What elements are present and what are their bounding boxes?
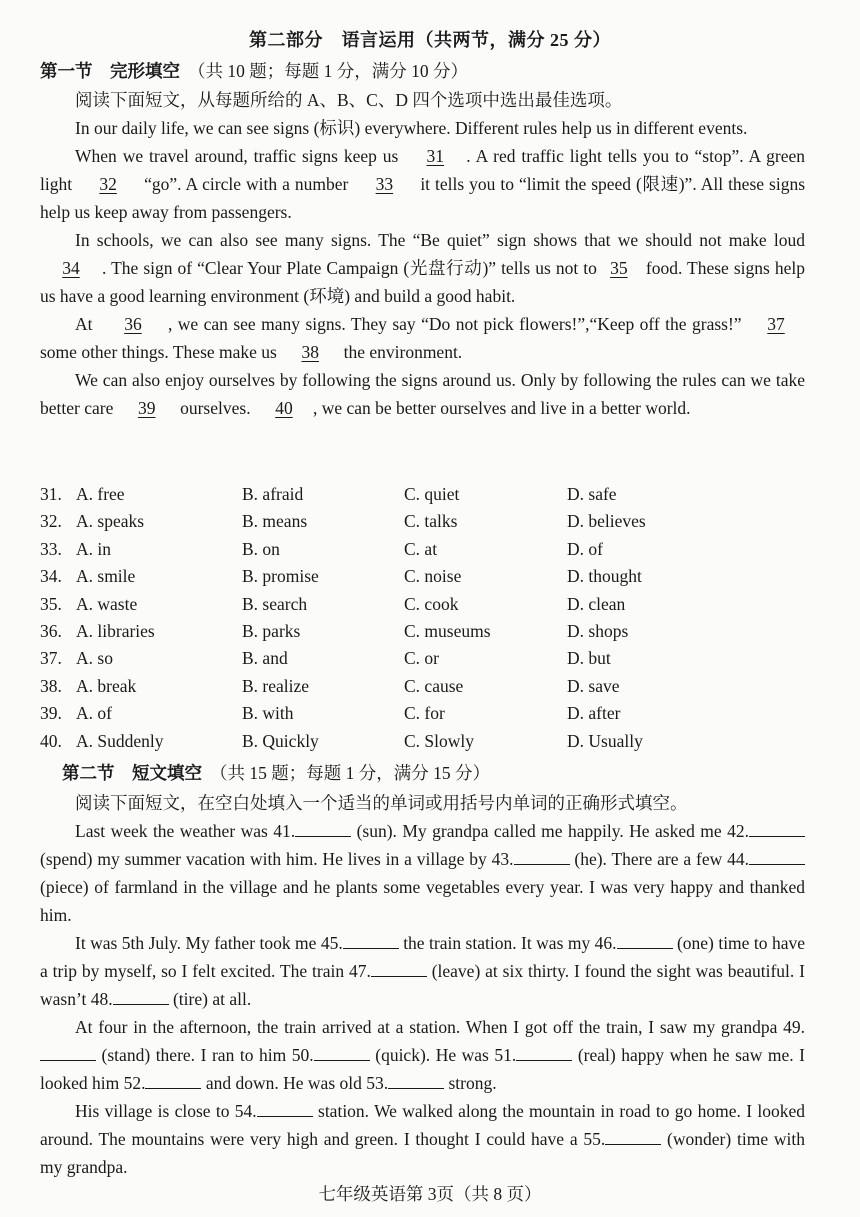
option-c: C. cook xyxy=(404,593,459,614)
option-b: B. search xyxy=(242,593,308,614)
blank-53 xyxy=(388,1087,444,1089)
question-number: 33. xyxy=(40,538,62,559)
blank-33: 33 xyxy=(375,174,394,194)
option-d: D. after xyxy=(567,703,621,724)
option-c: C. museums xyxy=(404,620,491,641)
question-number: 34. xyxy=(40,566,62,587)
option-a: A. so xyxy=(76,648,113,669)
option-c: C. Slowly xyxy=(404,730,475,751)
blank-47 xyxy=(371,975,427,977)
option-row xyxy=(40,700,805,727)
option-b: B. parks xyxy=(242,620,301,641)
text-segment: station. We walked along the mountain in road to go home. I looked around. The mountains were very high and green. I thought I could have a 55. xyxy=(40,1101,805,1149)
blank-48 xyxy=(113,1003,169,1005)
blank-38: 38 xyxy=(301,342,319,362)
section1-rule: （共 10 题；每题 1 分，满分 10 分） xyxy=(188,61,468,81)
passage2-paragraph-2 xyxy=(40,929,805,1013)
option-d: D. thought xyxy=(567,566,642,587)
blank-44 xyxy=(749,863,805,865)
text-segment: strong. xyxy=(444,1073,497,1093)
option-a: A. libraries xyxy=(76,620,155,641)
option-row xyxy=(40,481,805,508)
option-a: A. in xyxy=(76,538,111,559)
option-a: A. waste xyxy=(76,593,138,614)
option-b: B. means xyxy=(242,511,308,532)
text-segment: the environment. xyxy=(339,342,463,362)
text-segment: At xyxy=(75,314,98,334)
passage1-paragraph-4 xyxy=(40,310,805,366)
section2-heading xyxy=(62,760,490,785)
option-d: D. Usually xyxy=(567,730,643,751)
text-segment: it tells you to “limit the speed (限速)”. All these signs help us keep away from passengers. xyxy=(40,174,805,222)
option-row xyxy=(40,508,805,535)
text-segment: (sun). My grandpa called me happily. He asked me 42. xyxy=(351,821,750,841)
blank-50 xyxy=(314,1059,370,1061)
passage2-paragraph-3 xyxy=(40,1013,805,1097)
text-segment: (he). There are a few 44. xyxy=(569,849,749,869)
text-segment: (one) time to have a trip by myself, so I felt excited. The train 47. xyxy=(40,933,805,981)
question-number: 39. xyxy=(40,703,62,724)
text-segment: , we can see many signs. They say “Do not pick flowers!”,“Keep off the grass!” xyxy=(167,314,748,334)
section1-title: 第一节 完形填空 xyxy=(40,61,180,81)
text-segment: (real) happy when he saw me. I looked him 52. xyxy=(40,1045,806,1093)
option-row xyxy=(40,645,805,672)
text-segment: , we can be better ourselves and live in a better world. xyxy=(312,398,691,418)
option-d: D. believes xyxy=(567,511,646,532)
text-segment: “go”. A circle with a number xyxy=(139,174,354,194)
blank-42 xyxy=(749,835,805,837)
blank-39: 39 xyxy=(137,398,156,418)
passage1-paragraph-2 xyxy=(40,142,805,226)
text-segment: When we travel around, traffic signs keep us xyxy=(75,146,405,166)
text-segment: (piece) of farmland in the village and he plants some vegetables every year. I was very happy and thanked him. xyxy=(40,877,805,925)
passage2 xyxy=(40,789,805,1181)
text-segment: His village is close to 54. xyxy=(75,1101,257,1121)
section2-rule: （共 15 题；每题 1 分，满分 15 分） xyxy=(210,763,490,783)
option-c: C. at xyxy=(404,538,438,559)
text-segment: (quick). He was 51. xyxy=(369,1045,517,1065)
text-segment: We can also enjoy ourselves by following the signs around us. Only by following the rules can we take better care xyxy=(40,370,805,418)
blank-43 xyxy=(514,863,570,865)
option-row xyxy=(40,563,805,590)
question-number: 32. xyxy=(40,511,62,532)
text-segment: (wonder) time with my grandpa. xyxy=(40,1129,805,1177)
option-d: D. clean xyxy=(567,593,626,614)
options-table xyxy=(40,481,805,755)
blank-35: 35 xyxy=(610,258,628,278)
option-b: B. afraid xyxy=(242,484,304,504)
blank-45 xyxy=(343,947,399,949)
text-segment: In schools, we can also see many signs. The “Be quiet” sign shows that we should not make loud xyxy=(75,230,805,250)
option-a: A. speaks xyxy=(76,511,145,532)
question-number: 40. xyxy=(40,730,62,751)
section2-title: 第二节 短文填空 xyxy=(62,763,202,783)
blank-52 xyxy=(145,1087,201,1089)
option-b: B. Quickly xyxy=(242,730,319,751)
option-c: C. talks xyxy=(404,511,458,532)
option-row xyxy=(40,591,805,618)
text-segment: food. These signs help us have a good learning environment (环境) and build a good habit. xyxy=(40,258,805,306)
option-a: A. break xyxy=(76,675,137,696)
blank-31: 31 xyxy=(426,146,445,166)
text-segment: It was 5th July. My father took me 45. xyxy=(75,933,343,953)
blank-54 xyxy=(257,1115,313,1117)
passage2-paragraph-4 xyxy=(40,1097,805,1181)
question-number: 38. xyxy=(40,675,62,696)
text-segment: At four in the afternoon, the train arrived at a station. When I got off the train, I saw my grandpa 49. xyxy=(75,1017,805,1037)
blank-32: 32 xyxy=(99,174,117,194)
option-a: A. smile xyxy=(76,566,136,587)
option-d: D. but xyxy=(567,648,611,669)
text-segment: some other things. These make us xyxy=(40,342,282,362)
option-d: D. shops xyxy=(567,620,629,641)
option-row xyxy=(40,618,805,645)
option-a: A. Suddenly xyxy=(76,730,164,751)
page-footer: 七年级英语第 3页（共 8 页） xyxy=(318,1184,542,1204)
question-number: 35. xyxy=(40,593,62,614)
text-segment: and down. He was old 53. xyxy=(201,1073,389,1093)
text-segment: (tire) at all. xyxy=(168,989,252,1009)
blank-34: 34 xyxy=(62,258,80,278)
blank-37: 37 xyxy=(767,314,785,334)
passage1 xyxy=(40,86,805,422)
passage1-paragraph-1: In our daily life, we can see signs (标识) everywhere. Different rules help us in different events. xyxy=(75,118,748,138)
option-d: D. of xyxy=(567,538,603,559)
text-segment: ourselves. xyxy=(175,398,255,418)
blank-36: 36 xyxy=(124,314,142,334)
blank-49 xyxy=(40,1059,96,1061)
section1-instruction: 阅读下面短文，从每题所给的 A、B、C、D 四个选项中选出最佳选项。 xyxy=(75,90,623,110)
part-title: 第二部分 语言运用（共两节，满分 25 分） xyxy=(249,30,611,50)
passage1-paragraph-5 xyxy=(40,366,805,422)
option-b: B. on xyxy=(242,538,280,559)
option-c: C. cause xyxy=(404,675,464,696)
text-segment: (stand) there. I ran to him 50. xyxy=(96,1045,314,1065)
blank-41 xyxy=(295,835,351,837)
section2-instruction: 阅读下面短文，在空白处填入一个适当的单词或用括号内单词的正确形式填空。 xyxy=(75,793,688,813)
option-c: C. or xyxy=(404,648,439,669)
blank-55 xyxy=(605,1143,661,1145)
question-number: 36. xyxy=(40,620,62,641)
passage2-paragraph-1 xyxy=(40,817,805,929)
option-c: C. for xyxy=(404,703,445,724)
text-segment: Last week the weather was 41. xyxy=(75,821,296,841)
text-segment: the train station. It was my 46. xyxy=(398,933,617,953)
blank-40: 40 xyxy=(275,398,293,418)
option-a: A. free xyxy=(76,484,125,504)
option-c: C. quiet xyxy=(404,484,460,504)
option-b: B. promise xyxy=(242,566,319,587)
passage1-paragraph-3 xyxy=(40,226,805,310)
option-row xyxy=(40,673,805,700)
option-a: A. of xyxy=(76,703,112,724)
section1-heading xyxy=(40,58,468,83)
option-d: D. safe xyxy=(567,484,617,504)
blank-51 xyxy=(516,1059,572,1061)
question-number: 37. xyxy=(40,648,62,669)
text-segment: (leave) at six thirty. I found the sight was beautiful. I wasn’t 48. xyxy=(40,961,805,1009)
option-d: D. save xyxy=(567,675,620,696)
text-segment: . A red traffic light tells you to “stop”. A green light xyxy=(40,146,805,194)
question-number: 31. xyxy=(40,484,62,504)
blank-46 xyxy=(617,947,673,949)
option-b: B. with xyxy=(242,703,294,724)
option-b: B. and xyxy=(242,648,288,669)
option-b: B. realize xyxy=(242,675,310,696)
text-segment: . The sign of “Clear Your Plate Campaign (光盘行动)” tells us not to xyxy=(102,258,597,278)
option-row xyxy=(40,728,805,755)
option-row xyxy=(40,536,805,563)
text-segment: (spend) my summer vacation with him. He lives in a village by 43. xyxy=(40,849,514,869)
option-c: C. noise xyxy=(404,566,462,587)
